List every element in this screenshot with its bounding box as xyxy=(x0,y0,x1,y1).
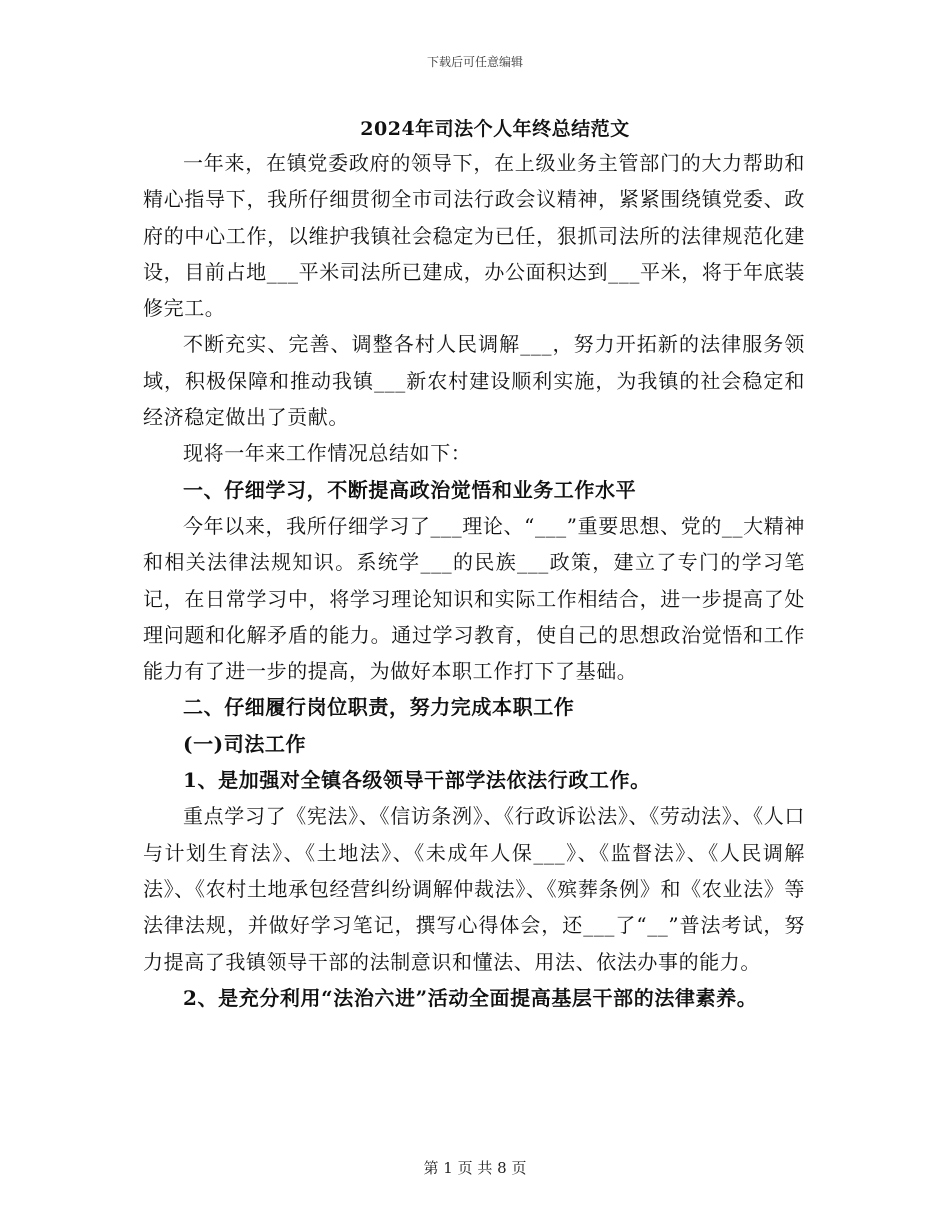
subsection-heading-judicial: (一)司法工作 xyxy=(183,731,307,756)
paragraph-study: 今年以来，我所仔细学习了___理论、“___”重要思想、党的__大精神和相关法律法规知识。系统学___的民族___政策，建立了专门的学习笔记，在日常学习中，将学习理论知识和实际工作相结合，进一步提高了处理问题和化解矛盾的能力。通过学习教育，使自己的思想政治觉悟和工作能力有了进一步的提高，为做好本职工作打下了基础。 xyxy=(143,513,805,684)
paragraph-laws-study: 重点学习了《宪法》、《信访条洌》、《行政诉讼法》、《劳动法》、《人口与计划生育法》、《土地法》、《未成年人保___》、《监督法》、《人民调解法》、《农村土地承包经营纠纷调解仲裁法》、《殡葬条例》和《农业法》等法律法规，并做好学习笔记，撰写心得体会，还___了“__”普法考试，努力提高了我镇领导干部的法制意识和懂法、用法、依法办事的能力。 xyxy=(143,804,805,974)
page-number-footer: 第 1 页 共 8 页 xyxy=(423,1159,527,1177)
document-title: 2024年司法个人年终总结范文 xyxy=(360,118,630,140)
item-heading-2: 2、是充分利用“法治六进”活动全面提高基层干部的法律素养。 xyxy=(183,985,758,1010)
paragraph-summary-lead: 现将一年来工作情况总结如下： xyxy=(183,441,472,466)
paragraph-mediation: 不断充实、完善、调整各村人民调解___，努力开拓新的法律服务领域，积极保障和推动我镇___新农村建设顺利实施，为我镇的社会稳定和经济稳定做出了贡献。 xyxy=(143,332,805,430)
item-heading-1: 1、是加强对全镇各级领导干部学法依法行政工作。 xyxy=(183,768,651,793)
paragraph-intro: 一年来，在镇党委政府的领导下，在上级业务主管部门的大力帮助和精心指导下，我所仔细贯彻全市司法行政会议精神，紧紧围绕镇党委、政府的中心工作，以维护我镇社会稳定为已任，狠抓司法所的法律规范化建设，目前占地___平米司法所已建成，办公面积达到___平米，将于年底装修完工。 xyxy=(143,151,805,321)
page-header-note: 下载后可任意编辑 xyxy=(426,55,523,69)
document-body xyxy=(143,145,805,1016)
section-heading-1: 一、仔细学习，不断提高政治觉悟和业务工作水平 xyxy=(183,477,637,502)
section-heading-2: 二、仔细履行岗位职责，努力完成本职工作 xyxy=(183,695,575,720)
